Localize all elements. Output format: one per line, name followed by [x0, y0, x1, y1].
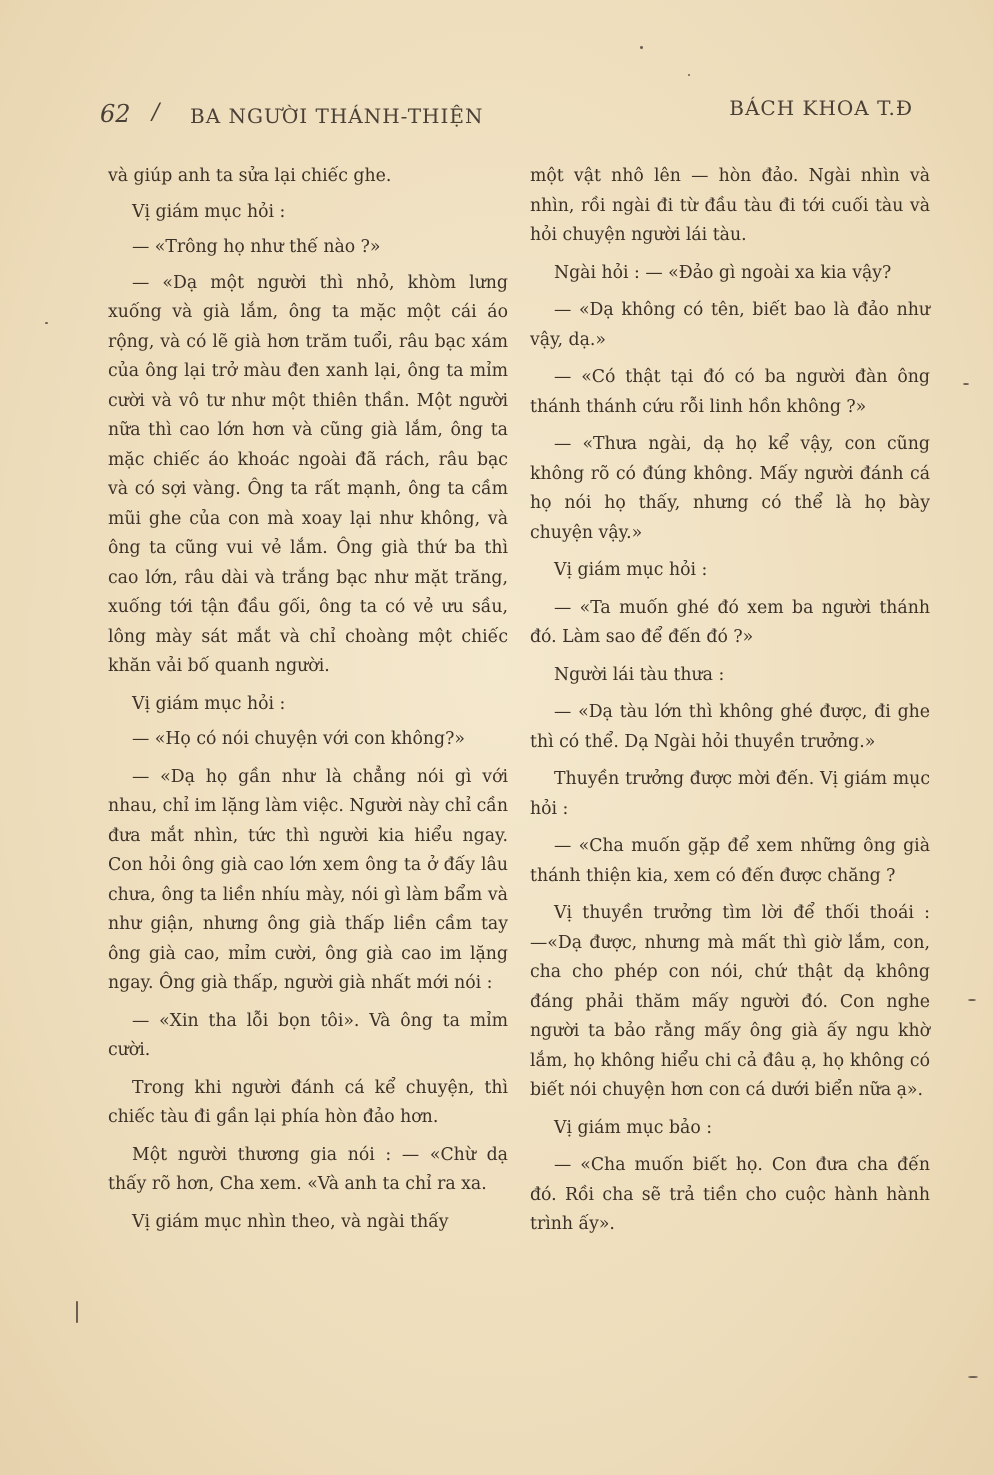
- paragraph: — «Có thật tại đó có ba người đàn ông thánh thánh cứu rỗi linh hồn không ?»: [530, 367, 930, 417]
- paper-speck: [45, 322, 48, 324]
- paragraph: Vị giám mục nhìn theo, và ngài thấy: [132, 1211, 449, 1232]
- page-header: [100, 96, 953, 136]
- paragraph: một vật nhô lên — hòn đảo. Ngài nhìn và nhìn, rồi ngài đi từ đầu tàu đi tới cuối tàu và hỏi chuyện người lái tàu.: [530, 166, 930, 245]
- header-separator: /: [152, 100, 160, 125]
- running-title: BA NGƯỜI THÁNH-THIỆN: [190, 104, 484, 128]
- paragraph: Vị giám mục hỏi :: [554, 560, 708, 580]
- paragraph: — «Dạ không có tên, biết bao là đảo như vậy, dạ.»: [530, 300, 930, 350]
- paper-speck: [968, 999, 976, 1001]
- paragraph: — «Cha muốn gặp để xem những ông già thánh thiện kia, xem có đến được chăng ?: [530, 836, 930, 886]
- paragraph: — «Thưa ngài, dạ họ kể vậy, con cũng không rõ có đúng không. Mấy người đánh cá họ nói họ thấy, nhưng có thể là họ bày chuyện vậy.»: [530, 434, 930, 543]
- running-title-right: BÁCH KHOA T.Đ: [729, 96, 913, 120]
- paragraph: — «Trông họ như thế nào ?»: [132, 237, 381, 257]
- paragraph: — «Dạ tàu lớn thì không ghé được, đi ghe thì có thể. Dạ Ngài hỏi thuyền trưởng.»: [530, 702, 930, 752]
- right-column: [530, 162, 930, 1248]
- paper-speck: [76, 1301, 78, 1323]
- paragraph: Trong khi người đánh cá kể chuyện, thì chiếc tàu đi gần lại phía hòn đảo hơn.: [108, 1077, 508, 1127]
- paper-speck: [963, 383, 969, 385]
- paragraph: — «Họ có nói chuyện với con không?»: [132, 729, 465, 749]
- paragraph: Vị giám mục hỏi :: [132, 201, 286, 222]
- paragraph: Một người thương gia nói : — «Chừ dạ thấy rõ hơn, Cha xem. «Và anh ta chỉ ra xa.: [108, 1144, 508, 1194]
- paper-speck: [640, 46, 643, 49]
- page-number: 62: [100, 100, 131, 128]
- left-column: [108, 162, 508, 1245]
- paragraph: Người lái tàu thưa :: [554, 664, 725, 685]
- paper-speck: [688, 74, 690, 76]
- paragraph: — «Ta muốn ghé đó xem ba người thánh đó. Làm sao để đến đó ?»: [530, 597, 930, 647]
- paragraph: Ngài hỏi : — «Đảo gì ngoài xa kia vậy?: [554, 262, 892, 283]
- paragraph: — «Dạ họ gần như là chẳng nói gì với nhau, chỉ im lặng làm việc. Người này chỉ cần đưa mắt nhìn, tức thì người kia hiểu ngay. Con hỏi ông già cao lớn xem ông ta ở đấy lâu chưa, ông ta liền nhíu mày, nói gì làm bẩm và như giận, nhưng ông già thấp liền cầm tay ông già cao, mỉm cười, ông già cao im lặng ngay. Ông già thấp, người già nhất mới nói :: [108, 766, 508, 993]
- paragraph: Vị giám mục hỏi :: [132, 693, 286, 714]
- paper-speck: [968, 1376, 978, 1378]
- paragraph: — «Dạ một người thì nhỏ, khòm lưng xuống và già lắm, ông ta mặc một cái áo rộng, và có lẽ già hơn trăm tuổi, râu bạc xám của ông lại trở màu đen xanh lại, ông ta mỉm cười và vô tư như một thiên thần. Một người nữa thì cao lớn hơn và cũng già lắm, ông ta mặc chiếc áo khoác ngoài đã rách, râu bạc và có sợi vàng. Ông ta rất mạnh, ông ta cầm mũi ghe của con mà xoay lại như không, và ông ta cũng vui vẻ lắm. Ông già thứ ba thì cao lớn, râu dài và trắng bạc như mặt trăng, xuống tới tận đầu gối, ông ta có vẻ ưu sầu, lông mày sát mắt và chỉ choàng một chiếc khăn vải bố quanh người.: [108, 272, 508, 676]
- paragraph: Vị thuyền trưởng tìm lời để thối thoái : —«Dạ được, nhưng mà mất thì giờ lắm, con, cha cho phép con nói, chứ thật dạ không đáng phải thăm mấy người đó. Con nghe người ta bảo rằng mấy ông già ấy ngu khờ lắm, họ không hiểu chi cả đâu ạ, họ không có biết nói chuyện hơn con cá dưới biển nữa ạ».: [530, 903, 930, 1100]
- paragraph: và giúp anh ta sửa lại chiếc ghe.: [108, 166, 392, 186]
- paragraph: — «Xin tha lỗi bọn tôi». Và ông ta mỉm cười.: [108, 1010, 508, 1060]
- paragraph: — «Cha muốn biết họ. Con đưa cha đến đó. Rồi cha sẽ trả tiền cho cuộc hành hành trình ấy».: [530, 1155, 930, 1234]
- paragraph: Thuyền trưởng được mời đến. Vị giám mục hỏi :: [530, 769, 930, 819]
- paragraph: Vị giám mục bảo :: [554, 1117, 713, 1138]
